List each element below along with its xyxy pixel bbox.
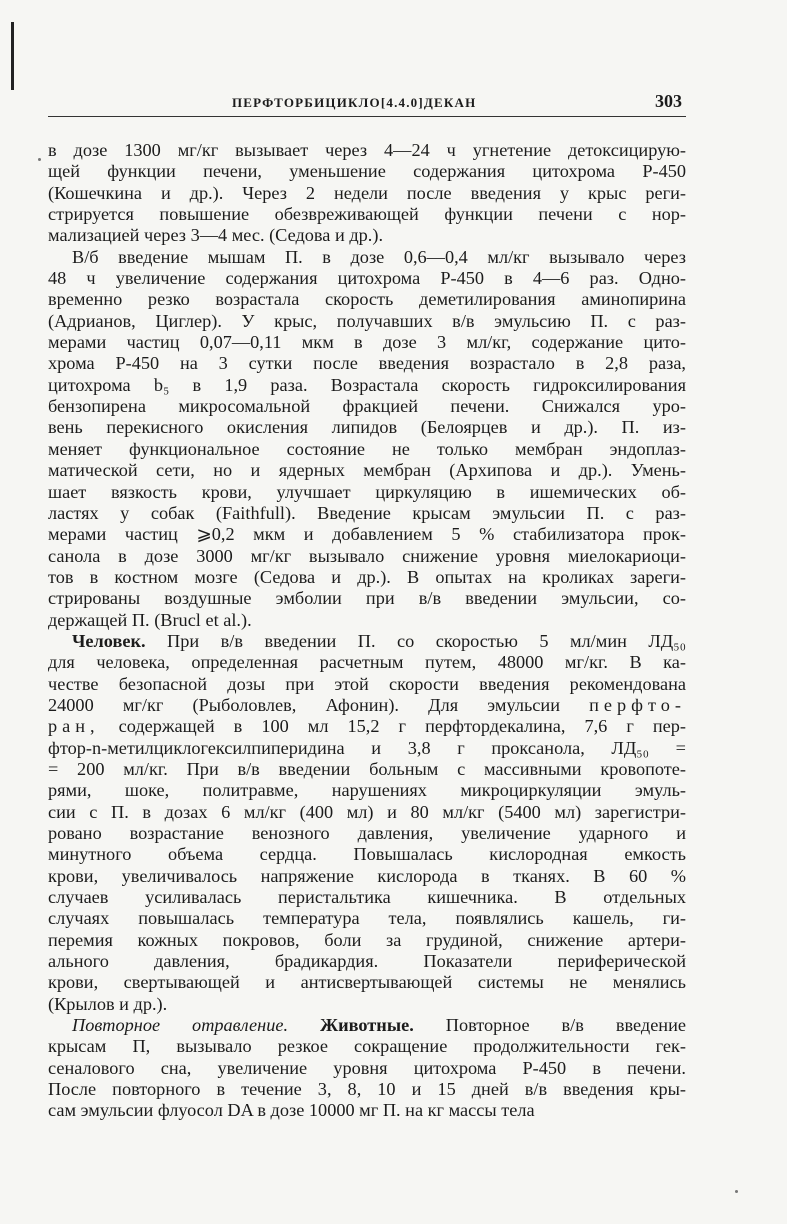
text-line: ластях у собак (Faithfull). Введение крысам эмульсии П. с раз- [48,502,686,523]
text-line: ран, содержащей в 100 мл 15,2 г перфтордекалина, 7,6 г пер- [48,716,686,737]
print-speck [38,158,41,161]
text-line: После повторного в течение 3, 8, 10 и 15 дней в/в введения кры- [48,1079,686,1100]
text-line: для человека, определенная расчетным путем, 48000 мг/кг. В ка- [48,652,686,673]
text-line: случаях повышалась температура тела, появлялись кашель, ги- [48,908,686,929]
text-line: случаев усиливалась перистальтика кишечника. В отдельных [48,887,686,908]
text-line: сии с П. в дозах 6 мл/кг (400 мл) и 80 мл/кг (5400 мл) зарегистри- [48,801,686,822]
text-line: рями, шоке, политравме, нарушениях микроциркуляции эмуль- [48,780,686,801]
text-line: ровано возрастание венозного давления, увеличение ударного и [48,823,686,843]
text-line: В/б введение мышам П. в дозе 0,6—0,4 мл/кг вызывало через [72,246,686,267]
text-line: 48 ч увеличение содержания цитохрома Р-450 в 4—6 раз. Одно- [48,268,686,289]
text-line: матической сети, но и ядерных мембран (Архипова и др.). Умень- [48,460,686,481]
text-line: бензопирена микросомальной фракцией печени. Снижался уро- [48,396,686,417]
text-line: перемия кожных покровов, боли за грудиной, снижение артери- [48,929,686,950]
text-line: 24000 мг/кг (Рыболовлев, Афонин). Для эмульсии перфто- [48,694,686,715]
text-line: цитохрома b₅ в 1,9 раза. Возрастала скорость гидроксилирования [48,374,686,395]
text-line: мерами частиц 0,07—0,11 мкм в дозе 3 мл/кг, содержание цито- [48,332,686,353]
page-number: 303 [655,91,682,111]
text-line: сеналового сна, увеличение уровня цитохрома Р-450 в печени. [48,1057,686,1078]
text-line: крысам П, вызывало резкое сокращение продолжительности гек- [48,1036,686,1057]
page-header [48,88,686,117]
margin-rule [11,22,14,90]
text-line: хрома Р-450 на 3 сутки после введения возрастало в 2,8 раза, [48,353,686,374]
text-line: (Адрианов, Циглер). У крыс, получавших в/в эмульсию П. с раз- [48,310,686,331]
text-line: тов в костном мозге (Седова и др.). В опытах на кроликах зареги- [48,566,686,587]
text-line: (Кошечкина и др.). Через 2 недели после введения у крыс реги- [48,182,686,203]
text-line: фтор-n-метилциклогексилпиперидина и 3,8 г проксанола, ЛД₅₀ = [48,737,686,758]
text-line: ального давления, брадикардия. Показатели периферической [48,951,686,972]
text-line: крови, увеличивалось напряжение кислорода в тканях. В 60 % [48,865,686,886]
text-line: меняет функциональное состояние не только мембран эндоплаз- [48,438,686,459]
text-line: Человек. При в/в введении П. со скоростью 5 мл/мин ЛД₅₀ [72,630,686,651]
text-line: минутного объема сердца. Повышалась кислородная емкость [48,844,686,865]
text-line: шает вязкость крови, улучшает циркуляцию в ишемических об- [48,481,686,502]
text-line: временно резко возрастала скорость деметилирования аминопирина [48,289,686,310]
text-line: стрируется повышение обезвреживающей функции печени с нор- [48,204,686,225]
text-line: щей функции печени, уменьшение содержания цитохрома Р-450 [48,161,686,182]
text-line: крови, свертывающей и антисвертывающей системы не менялись [48,972,686,993]
text-line: сам эмульсии флуосол DA в дозе 10000 мг П. на кг массы тела [48,1100,535,1121]
text-line: честве безопасной дозы при этой скорости введения рекомендована [48,673,686,694]
text-line: = 200 мл/кг. При в/в введении больным с массивными кровопоте- [48,758,686,779]
text-line: держащей П. (Brucl et al.). [48,609,252,630]
text-line: (Крылов и др.). [48,993,168,1014]
text-line: мализацией через 3—4 мес. (Седова и др.). [48,225,384,246]
text-line: Повторное отравление. Животные. Повторное в/в введение [72,1015,686,1036]
text-line: в дозе 1300 мг/кг вызывает через 4—24 ч угнетение детоксицирую- [48,140,686,160]
text-line: вень перекисного окисления липидов (Белоярцев и др.). П. из- [48,417,686,438]
text-line: санола в дозе 3000 мг/кг вызывало снижение уровня миелокариоци- [48,545,686,566]
text-line: стрированы воздушные эмболии при в/в введении эмульсии, со- [48,588,686,609]
text-line: мерами частиц ⩾0,2 мкм и добавлением 5 % стабилизатора прок- [48,524,686,545]
print-speck [735,1190,738,1193]
body-text [48,140,686,1122]
running-head: ПЕРФТОРБИЦИКЛО[4.4.0]ДЕКАН [232,95,477,110]
